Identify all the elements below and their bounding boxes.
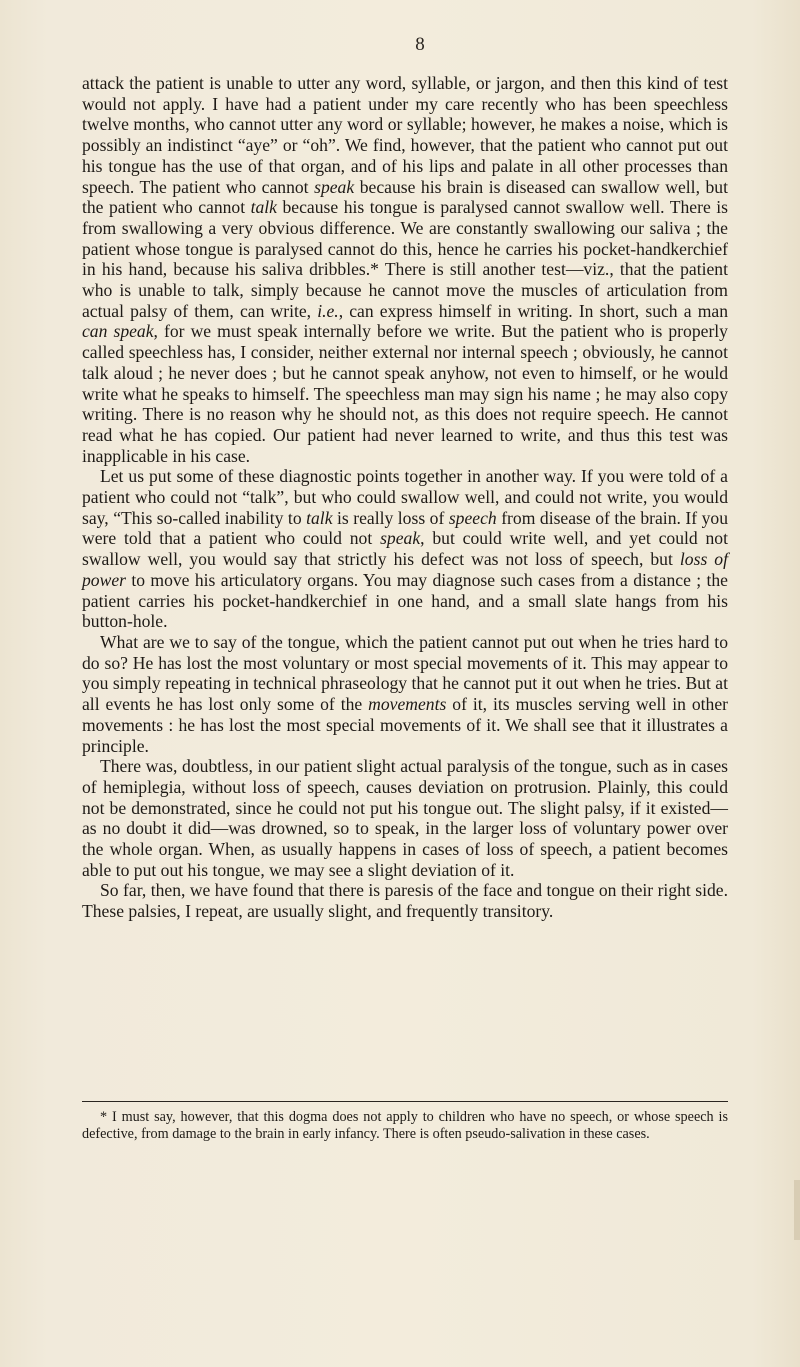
italic-text: speak <box>380 528 421 549</box>
italic-text: movements <box>368 694 447 715</box>
footnote-rule <box>82 1101 728 1102</box>
paragraph <box>82 756 728 880</box>
text-run: , can express himself in writing. In short, such a man <box>338 300 728 321</box>
text-run: Let us put some of these diagnostic points together in another way. If you were told of a patient who could not “talk”, but who could swallow well, and could not write, you would say, “This so-called inability to <box>82 466 728 528</box>
text-run: , but could write well, and yet could not swallow well, you would say that strictly his defect was not loss of speech, but <box>82 528 728 570</box>
text-run: What are we to say of the tongue, which the patient cannot put out when he tries hard to do so? He has lost the most voluntary or most special movements of it. This may appear to you simply repeating in technical phraseology that he cannot put it out when he tries. But at all events he has lost only some of the <box>82 631 728 715</box>
italic-text: talk <box>250 197 277 218</box>
text-run: because his tongue is paralysed cannot swallow well. There is from swallowing a very obvious difference. We are constantly swallowing our saliva ; the patient whose tongue is paralysed cannot do this, hence he carries his pocket-handkerchief in his hand, because his saliva dribbles.* There is still another test—viz., that the patient who is unable to talk, simply because he cannot move the muscles of articulation from actual palsy of them, can write, <box>82 197 728 321</box>
text-run: So far, then, we have found that there is paresis of the face and tongue on their right side. These palsies, I repeat, are usually slight, and frequently transitory. <box>82 880 728 922</box>
paragraph <box>82 880 728 921</box>
page-edge-shadow <box>794 1180 800 1240</box>
italic-text: speech <box>448 507 497 528</box>
text-run: is really loss of <box>332 507 449 528</box>
italic-text: loss of power <box>82 549 728 590</box>
italic-text: i.e. <box>317 300 339 321</box>
text-run: of it, its muscles serving well in other movements : he has lost the most special movements of it. We shall see that it illustrates a principle. <box>82 694 728 756</box>
italic-text: talk <box>306 507 333 528</box>
page-number: 8 <box>415 34 425 55</box>
italic-text: speak <box>314 176 355 197</box>
text-run: to move his articulatory organs. You may diagnose such cases from a distance ; the patient carries his pocket-handkerchief in one hand, and a small slate hangs from his button-hole. <box>82 569 728 632</box>
text-run: attack the patient is unable to utter any word, syllable, or jargon, and then this kind of test would not apply. I have had a patient under my care recently who has been speechless twelve months, who cannot utter any word or syllable; however, he makes a noise, which is possibly an indistinct “aye” or “oh”. We find, however, that the patient who cannot put out his tongue has the use of that organ, and of his lips and palate in all other processes than speech. The patient who cannot <box>82 73 728 197</box>
paragraph <box>82 73 728 466</box>
paragraph <box>82 466 728 632</box>
text-run: from disease of the brain. If you were told that a patient who could not <box>82 507 728 549</box>
text-run: There was, doubtless, in our patient slight actual paralysis of the tongue, such as in cases of hemiplegia, without loss of speech, causes deviation on protrusion. Plainly, this could not be demonstrated, since he could not put his tongue out. The slight palsy, if it existed—as no doubt it did—was drowned, so to speak, in the larger loss of voluntary power over the whole organ. When, as usually happens in cases of loss of speech, a patient becomes able to put out his tongue, we may see a slight deviation of it. <box>82 756 728 880</box>
italic-text: can speak <box>82 321 154 342</box>
text-run: , for we must speak internally before we write. But the patient who is properly called speechless has, I consider, neither external nor internal speech ; obviously, he cannot talk aloud ; he never does ; but he cannot speak anyhow, not even to himself, or he would write what he speaks to himself. The speechless man may sign his name ; he may also copy writing. There is no reason why he should not, as this does not require speech. He cannot read what he has copied. Our patient had never learned to write, and thus this test was inapplicable in his case. <box>82 321 728 466</box>
text-run: because his brain is diseased can swallow well, but the patient who cannot <box>82 176 728 218</box>
body-text <box>82 73 728 922</box>
paragraph <box>82 632 728 756</box>
footnote: * I must say, however, that this dogma does not apply to children who have no speech, or whose speech is defective, from damage to the brain in early infancy. There is often pseudo-salivation in these cases. <box>82 1109 728 1142</box>
